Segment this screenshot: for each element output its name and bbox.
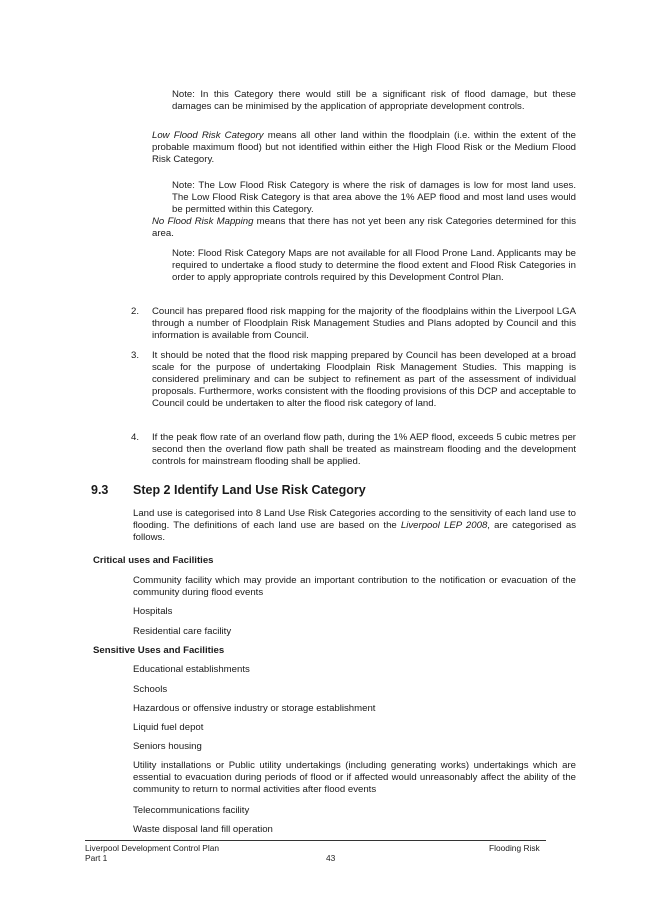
list-item: Hospitals [133, 606, 173, 617]
no-flood-risk-mapping-term: No Flood Risk Mapping [152, 216, 254, 227]
list-item: Telecommunications facility [133, 805, 250, 816]
list-number: 3. [131, 350, 140, 361]
numbered-paragraph: Council has prepared flood risk mapping for the majority of the floodplains within the Liverpool LGA through a number of Floodplain Risk Management Studies and Plans adopted by Council and this information is available from Council. [152, 306, 576, 341]
list-item: Hazardous or offensive industry or storage establishment [133, 703, 376, 714]
footer-part: Part 1 [85, 853, 108, 863]
list-item: Schools [133, 684, 168, 695]
note-flood-risk-maps: Note: Flood Risk Category Maps are not available for all Flood Prone Land. Applicants may be required to undertake a flood study to determine the flood extent and Flood Risk Categories in order to apply appropriate controls required by this Development Control Plan. [172, 248, 576, 283]
section-number: 9.3 [91, 483, 109, 497]
footer-divider [85, 840, 546, 841]
list-number: 2. [131, 306, 140, 317]
list-item: Educational establishments [133, 664, 250, 675]
list-item: Community facility which may provide an important contribution to the notification or evacuation of the community during flood events [133, 575, 576, 598]
list-item: Seniors housing [133, 741, 202, 752]
no-flood-risk-mapping-definition [152, 216, 576, 240]
intro-text-a: Land use is categorised into 8 Land Use Risk Categories according to the sensitivity of each land use to flooding. The definitions of each land use are based on the [133, 508, 576, 531]
no-flood-risk-mapping-text: means that there has not yet been any risk Categories determined for this area. [152, 216, 576, 239]
list-item: Residential care facility [133, 626, 232, 637]
critical-uses-heading: Critical uses and Facilities [93, 555, 214, 566]
sensitive-uses-heading: Sensitive Uses and Facilities [93, 645, 225, 656]
numbered-paragraph: It should be noted that the flood risk mapping prepared by Council has been developed at a broad scale for the purpose of undertaking Floodplain Risk Management Studies. This mapping is considered preliminary and can be subject to refinement as part of the assessment of individual proposals. Furthermore, works consistent with the flooding provisions of this DCP and acceptable to Council could be undertaken to alter the flood risk category of land. [152, 350, 576, 409]
list-item: Liquid fuel depot [133, 722, 204, 733]
low-flood-risk-term: Low Flood Risk Category [152, 130, 264, 141]
low-flood-risk-definition [152, 130, 576, 166]
low-flood-risk-text: means all other land within the floodplain (i.e. within the extent of the probable maximum flood) but not identified within either the High Flood Risk or the Medium Flood Risk Category. [152, 130, 576, 165]
section-title: Step 2 Identify Land Use Risk Category [133, 483, 366, 497]
list-item: Utility installations or Public utility undertakings (including generating works) undertakings which are essential to evacuation during periods of flood or if affected would unreasonably affect the ability of the community to return to normal activities after flood events [133, 760, 576, 795]
intro-lep-reference: Liverpool LEP 2008 [400, 520, 488, 531]
list-number: 4. [131, 432, 140, 443]
note-medium-risk: Note: In this Category there would still be a significant risk of flood damage, but these damages can be minimised by the application of appropriate development controls. [172, 89, 576, 112]
footer-document-title: Liverpool Development Control Plan [85, 843, 220, 853]
intro-text-b: , are categorised as follows. [133, 520, 576, 543]
list-item: Waste disposal land fill operation [133, 824, 273, 835]
page-number: 43 [326, 853, 336, 863]
footer-chapter: Flooding Risk [489, 843, 540, 853]
section-intro [133, 508, 576, 544]
note-low-risk: Note: The Low Flood Risk Category is where the risk of damages is low for most land uses. The Low Flood Risk Category is that area above the 1% AEP flood and most land uses would be permitted within this Category. [172, 180, 576, 215]
numbered-paragraph: If the peak flow rate of an overland flow path, during the 1% AEP flood, exceeds 5 cubic metres per second then the overland flow path shall be treated as mainstream flooding and the development controls for mainstream flooding shall be applied. [152, 432, 576, 467]
